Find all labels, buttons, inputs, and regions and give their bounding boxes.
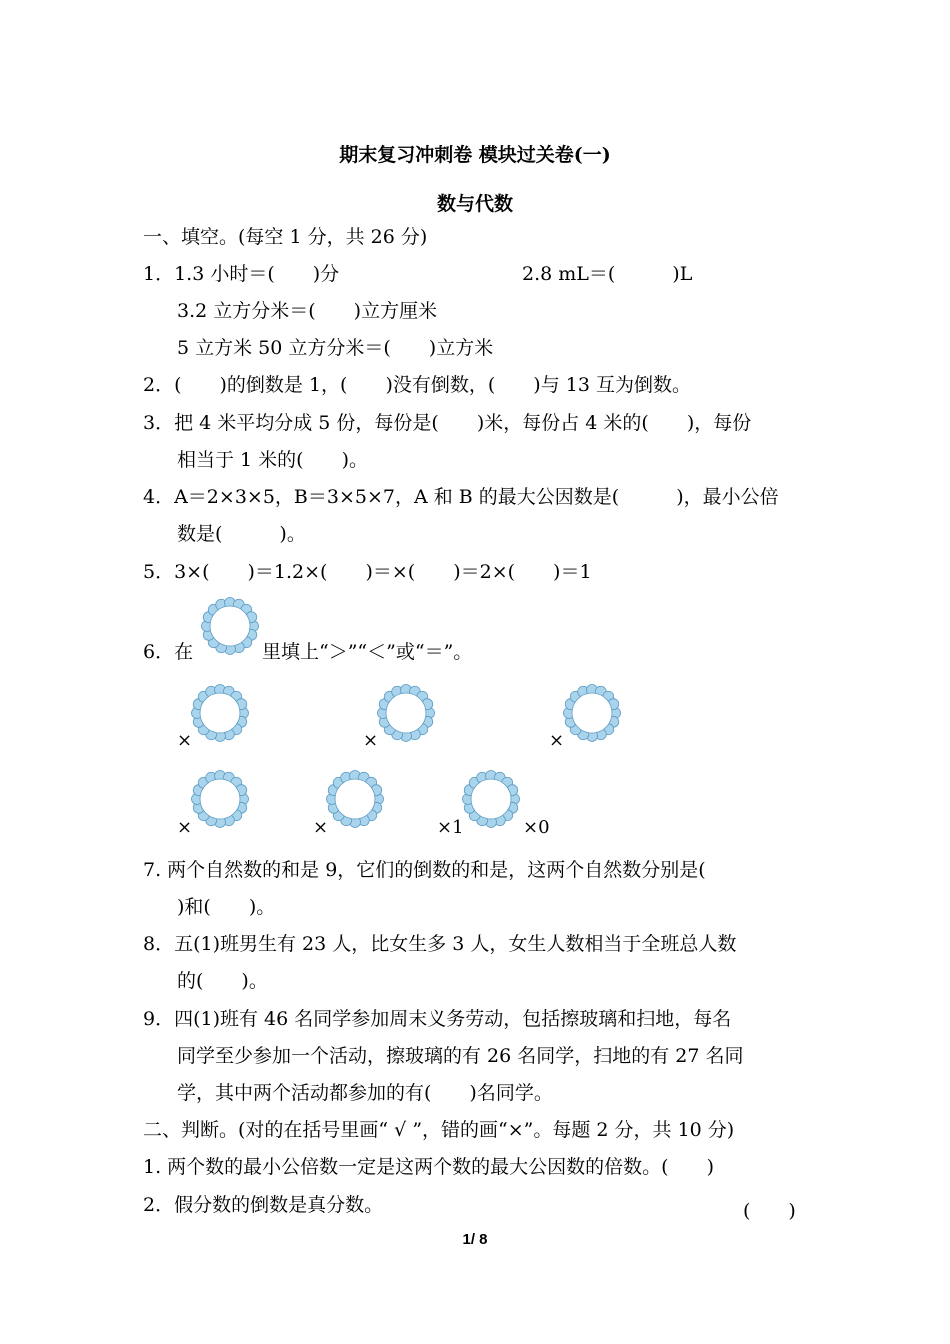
times-sign: × [177,817,193,838]
q4-line1: 4．A＝2×3×5，B＝3×5×7，A 和 B 的最大公因数是( )，最小公倍 [143,486,779,508]
q1-hour-to-minute: 1．1.3 小时＝( )分 [143,263,340,285]
times-sign: × [363,730,379,751]
times-sign: × [177,730,193,751]
q1-cubic-m: 5 立方米 50 立方分米＝( )立方米 [177,337,494,359]
times-sign: × [549,730,565,751]
q6-prefix: 6．在 [143,641,194,663]
section1-heading: 一、填空。(每空 1 分，共 26 分) [143,226,428,248]
q9-line3: 学，其中两个活动都参加的有( )名同学。 [177,1082,553,1104]
times-sign: × [313,817,329,838]
answer-circle-icon[interactable] [563,684,621,742]
page-number: 1/ 8 [462,1231,488,1248]
s2-q1: 1. 两个数的最小公倍数一定是这两个数的最大公因数的倍数。( ) [143,1156,714,1178]
s2-q2-answer-paren[interactable]: ( ) [743,1200,796,1222]
q6-suffix: 里填上“＞”“＜”或“＝”。 [262,641,473,663]
times-zero-label: ×0 [523,817,550,838]
q7-line1: 7. 两个自然数的和是 9，它们的倒数的和是，这两个自然数分别是( [143,859,706,881]
q8-line2: 的( )。 [177,970,268,992]
q4-line2: 数是( )。 [177,523,306,545]
q7-line2: )和( )。 [177,896,276,918]
answer-circle-icon[interactable] [191,770,249,828]
q9-line1: 9．四(1)班有 46 名同学参加周末义务劳动，包括擦玻璃和扫地，每名 [143,1008,732,1030]
q5-equation: 5．3×( )＝1.2×( )＝×( )＝2×( )＝1 [143,561,592,583]
q3-line1: 3．把 4 米平均分成 5 份，每份是( )米，每份占 4 米的( )，每份 [143,412,752,434]
page-title: 期末复习冲刺卷 模块过关卷(一) [339,144,611,166]
q3-line2: 相当于 1 米的( )。 [177,449,368,471]
q1-ml-to-l: 2.8 mL＝( )L [522,263,693,285]
answer-circle-icon [201,597,259,655]
s2-q2: 2．假分数的倒数是真分数。 [143,1194,384,1216]
answer-circle-icon[interactable] [191,684,249,742]
answer-circle-icon[interactable] [326,770,384,828]
times-one-label: ×1 [437,817,464,838]
q2-reciprocal: 2．( )的倒数是 1，( )没有倒数，( )与 13 互为倒数。 [143,374,691,396]
section2-heading: 二、判断。(对的在括号里画“ √ ”，错的画“×”。每题 2 分，共 10 分) [143,1119,735,1141]
q9-line2: 同学至少参加一个活动，擦玻璃的有 26 名同学，扫地的有 27 名同 [177,1045,744,1067]
answer-circle-icon[interactable] [377,684,435,742]
answer-circle-icon[interactable] [462,770,520,828]
q8-line1: 8．五(1)班男生有 23 人，比女生多 3 人，女生人数相当于全班总人数 [143,933,737,955]
q1-cubic-dm-to-cm: 3.2 立方分米＝( )立方厘米 [177,300,438,322]
page-subtitle: 数与代数 [436,193,513,215]
